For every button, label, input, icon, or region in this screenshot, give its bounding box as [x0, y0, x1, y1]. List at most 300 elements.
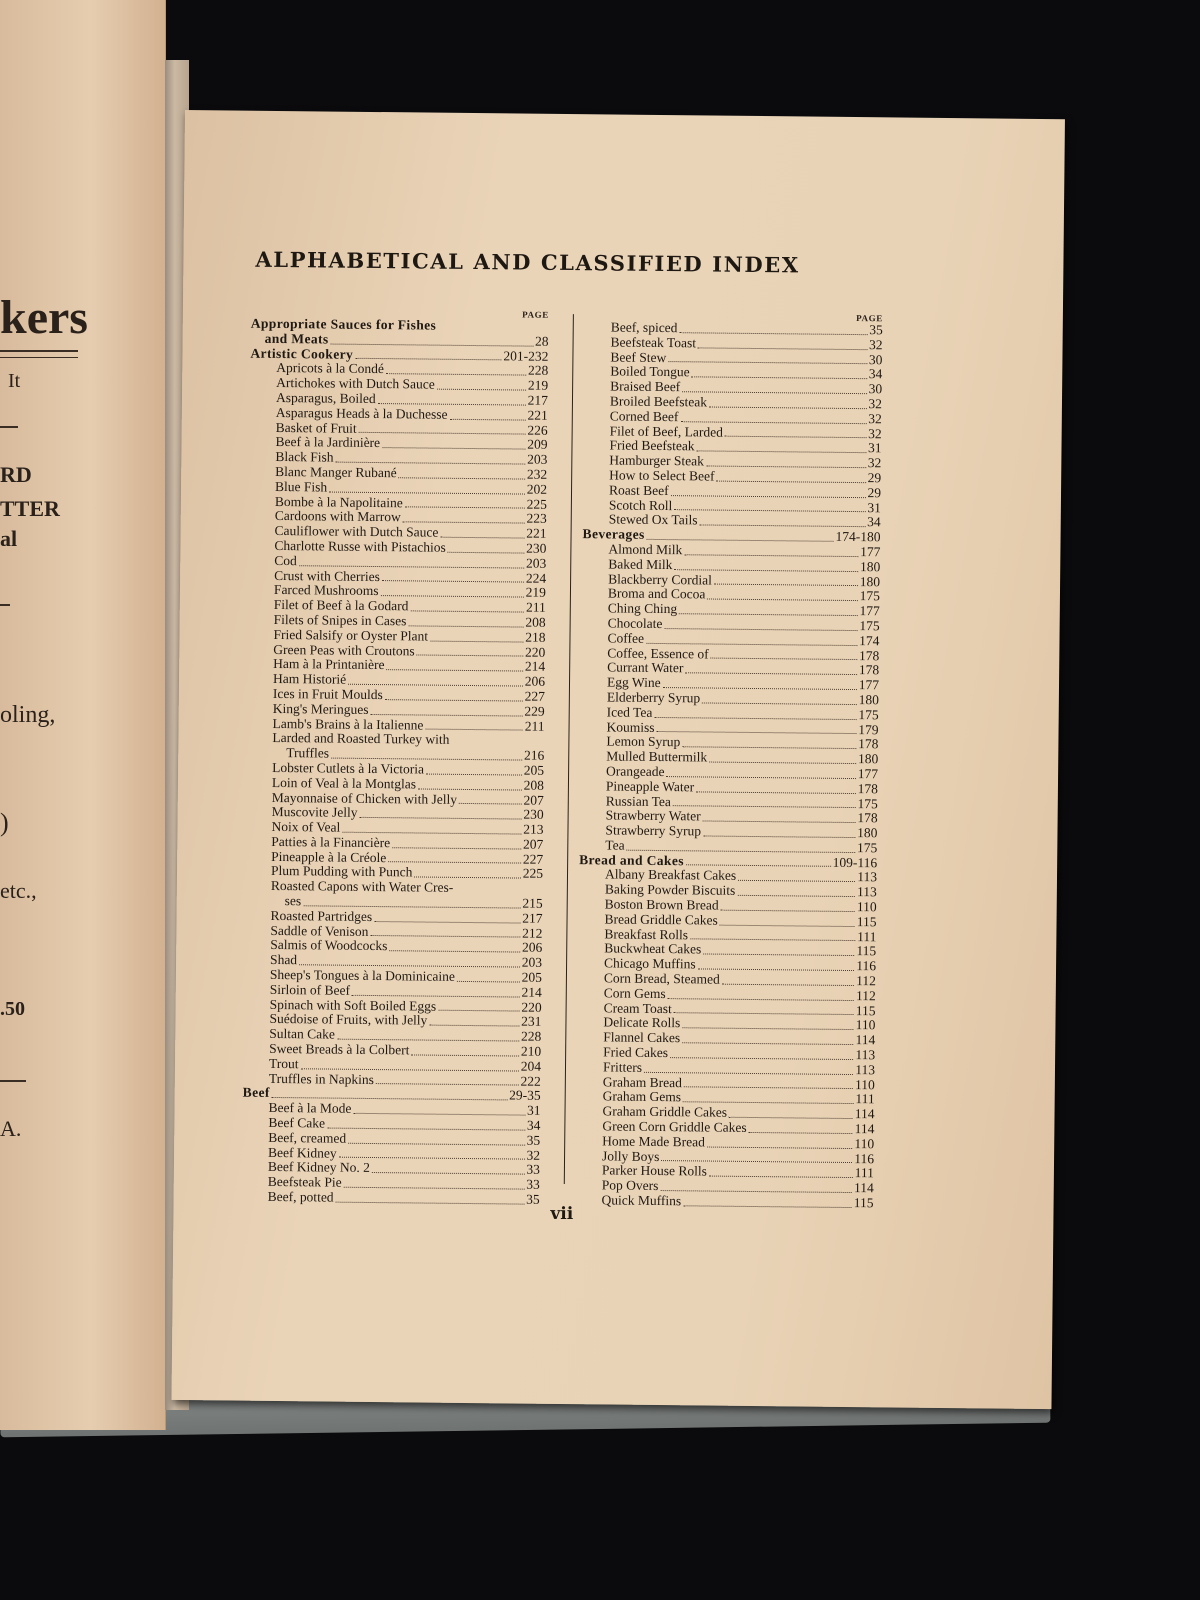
entry-name: Hamburger Steak: [609, 452, 705, 469]
entry-name: Mayonnaise of Chicken with Jelly: [271, 789, 458, 807]
leader-dots: [386, 373, 526, 375]
entry-name: Graham Bread: [602, 1074, 683, 1090]
entry-page: 223: [526, 510, 547, 527]
leader-dots: [668, 998, 854, 1001]
left-page-fragment: .50: [0, 998, 25, 1020]
entry-name: Breakfast Rolls: [604, 926, 689, 942]
leader-dots: [682, 746, 856, 749]
entry-page: 177: [858, 677, 880, 693]
index-entry: [246, 731, 544, 764]
entry-page: 116: [854, 1150, 875, 1166]
leader-dots: [376, 1083, 519, 1085]
leader-dots: [668, 361, 867, 364]
leader-dots: [440, 537, 524, 539]
entry-page: 29-35: [509, 1087, 541, 1104]
leader-dots: [353, 1113, 525, 1116]
entry-name: Sheep's Tongues à la Dominicaine: [269, 966, 455, 984]
entry-page: 221: [527, 407, 548, 423]
entry-page: 229: [524, 703, 545, 719]
left-page-fragment: kers: [0, 291, 88, 344]
leader-dots: [667, 776, 856, 779]
leader-dots: [352, 994, 520, 997]
entry-page: 34: [526, 1117, 541, 1133]
entry-page: 209: [527, 436, 548, 453]
entry-name: Beef Cake: [268, 1114, 326, 1131]
entry-name: ses: [284, 893, 302, 909]
leader-dots: [336, 1201, 525, 1204]
leader-dots: [674, 510, 865, 513]
entry-name: Lamb's Brains à la Italienne: [272, 715, 424, 733]
entry-name: Loin of Veal à la Montglas: [271, 774, 417, 792]
entry-page: 114: [854, 1121, 875, 1137]
entry-page: 207: [523, 836, 544, 852]
entry-name: Graham Griddle Cakes: [602, 1103, 728, 1120]
entry-page: 31: [867, 499, 881, 515]
entry-name: Blue Fish: [274, 478, 328, 495]
leader-dots: [738, 880, 855, 882]
leader-dots: [714, 584, 858, 587]
entry-page: 31: [526, 1102, 541, 1119]
entry-page: 113: [857, 884, 877, 900]
entry-page: 226: [527, 422, 548, 438]
entry-page: 30: [868, 381, 883, 397]
entry-page: 111: [854, 1165, 874, 1181]
entry-page: 206: [524, 673, 546, 689]
leader-dots: [703, 821, 856, 824]
leader-dots: [457, 981, 520, 983]
entry-page: 115: [855, 1002, 876, 1018]
leader-dots: [725, 436, 866, 438]
entry-page: 31: [867, 440, 882, 456]
entry-name: Cod: [274, 552, 297, 568]
entry-name: Beef Kidney: [268, 1144, 337, 1161]
entry-name: Coffee, Essence of: [607, 644, 709, 662]
left-page-fragment: TTER: [0, 496, 60, 521]
entry-page: 178: [857, 780, 879, 796]
leader-dots: [657, 731, 857, 734]
entry-page: 221: [526, 525, 547, 541]
entry-page: 35: [869, 322, 883, 338]
entry-name: Almond Milk: [608, 541, 683, 558]
entry-page: 219: [525, 584, 547, 601]
entry-page: 179: [858, 721, 879, 737]
entry-name: Pineapple Water: [605, 778, 695, 795]
entry-name: Ham à la Printanière: [273, 656, 385, 673]
entry-name: Elderberry Syrup: [606, 689, 701, 706]
entry-page: 113: [857, 869, 878, 885]
entry-page: 214: [524, 658, 546, 675]
entry-name: Artichokes with Dutch Sauce: [276, 375, 435, 392]
entry-name: Saddle of Venison: [270, 922, 369, 939]
entry-name: Egg Wine: [606, 674, 661, 691]
entry-name: Blanc Manger Rubané: [275, 463, 397, 481]
entry-name: Roasted Capons with Water Cres-: [270, 878, 454, 896]
leader-dots: [459, 803, 522, 805]
entry-page: 212: [522, 925, 543, 941]
leader-dots: [449, 418, 525, 420]
leader-dots: [697, 451, 866, 454]
leader-dots: [417, 655, 523, 657]
entry-page: 178: [857, 810, 878, 826]
entry-page: 110: [855, 1017, 876, 1033]
leader-dots: [711, 658, 857, 661]
entry-name: Corn Gems: [603, 985, 666, 1001]
leader-dots: [654, 716, 856, 719]
entry-name: Salmis of Woodcocks: [270, 937, 388, 954]
leader-dots: [684, 1087, 853, 1090]
leader-dots: [698, 968, 855, 971]
leader-dots: [385, 699, 523, 701]
entry-name: Apricots à la Condé: [276, 360, 384, 377]
entry-name: Patties à la Financière: [271, 833, 391, 851]
left-page-fragment: oling,: [0, 702, 56, 728]
entry-page: 205: [523, 762, 545, 778]
entry-name: Buckwheat Cakes: [604, 940, 702, 957]
entry-page: 32: [869, 336, 883, 353]
index-page: [171, 110, 1064, 1409]
entry-name: Trout: [268, 1055, 299, 1072]
leader-dots: [408, 625, 523, 627]
leader-dots: [684, 554, 858, 557]
leader-dots: [381, 595, 524, 597]
leader-dots: [698, 347, 867, 350]
entry-page: 210: [520, 1043, 542, 1059]
entry-page: 32: [868, 425, 882, 441]
leader-dots: [737, 895, 855, 897]
entry-name: Koumiss: [606, 718, 655, 735]
entry-name: Plum Pudding with Punch: [270, 863, 413, 880]
entry-name: Fried Salsify or Oyster Plant: [273, 626, 429, 644]
entry-name: Ham Historié: [272, 671, 347, 687]
leader-dots: [389, 950, 520, 952]
entry-name: Suédoise of Fruits, with Jelly: [269, 1011, 428, 1029]
entry-page: 228: [520, 1028, 542, 1045]
entry-page: 177: [857, 765, 879, 782]
entry-page: 202: [526, 481, 548, 497]
entry-page: 115: [856, 943, 877, 959]
entry-name: Beef, potted: [267, 1188, 334, 1205]
index-entry: [242, 1190, 540, 1208]
entry-name: Green Corn Griddle Cakes: [602, 1118, 747, 1135]
leader-dots: [399, 477, 525, 479]
entry-name: Coffee: [607, 630, 645, 646]
entry-name: Beefsteak Toast: [610, 334, 697, 351]
entry-page: 32: [868, 410, 882, 427]
entry-page: 33: [526, 1162, 541, 1178]
leader-dots: [327, 1127, 525, 1130]
entry-name: Spinach with Soft Boiled Eggs: [269, 996, 437, 1014]
entry-name: Jolly Boys: [601, 1148, 660, 1164]
entry-name: Russian Tea: [605, 792, 672, 809]
entry-page: 180: [857, 825, 878, 841]
entry-name: Boston Brown Bread: [604, 896, 719, 913]
entry-page: 230: [523, 806, 544, 823]
left-page: [0, 0, 166, 1430]
entry-name: How to Select Beef: [609, 467, 715, 484]
leader-dots: [703, 954, 854, 957]
entry-name: Farced Mushrooms: [273, 582, 379, 599]
leader-dots: [372, 1172, 525, 1175]
entry-page: 222: [520, 1073, 541, 1089]
entry-page: 217: [527, 392, 549, 408]
entry-page: 175: [857, 795, 878, 811]
entry-name: Black Fish: [275, 449, 334, 465]
leader-dots: [696, 791, 855, 794]
entry-name: Baked Milk: [608, 556, 673, 572]
entry-page: 113: [855, 1061, 876, 1078]
entry-page: 113: [855, 1047, 876, 1063]
leader-dots: [382, 580, 524, 582]
entry-page: 28: [535, 333, 549, 349]
entry-page: 204: [520, 1058, 542, 1074]
entry-name: Iced Tea: [606, 704, 653, 720]
entry-name: Strawberry Water: [605, 807, 701, 824]
entry-name: Beef Stew: [610, 349, 667, 365]
left-page-rule: [0, 604, 10, 606]
entry-name: Cream Toast: [603, 1000, 672, 1016]
entry-page: 228: [527, 362, 549, 379]
entry-page: 203: [521, 954, 543, 971]
entry-name: Broiled Beefsteak: [609, 393, 708, 410]
entry-name: Roast Beef: [608, 482, 669, 498]
entry-page: 203: [525, 555, 547, 571]
leader-dots: [664, 628, 857, 631]
entry-name: Lobster Cutlets à la Victoria: [272, 759, 425, 777]
entry-name: Corn Bread, Steamed: [603, 970, 720, 987]
entry-page: 115: [853, 1195, 874, 1211]
entry-name: Beef Kidney No. 2: [267, 1159, 370, 1176]
entry-page: 175: [859, 588, 881, 604]
left-page-rule: [0, 350, 78, 352]
entry-page: 174: [859, 632, 880, 649]
entry-page: 114: [855, 1032, 876, 1048]
left-page-fragment: RD: [0, 462, 32, 487]
leader-dots: [392, 847, 521, 849]
entry-name: Stewed Ox Tails: [608, 511, 698, 528]
entry-page: 178: [858, 736, 879, 752]
entry-name: Sweet Breads à la Colbert: [269, 1040, 410, 1058]
entry-name: Beef à la Mode: [268, 1100, 352, 1117]
entry-name: Asparagus Heads à la Duchesse: [275, 404, 448, 422]
entry-page: 109-116: [832, 854, 878, 870]
leader-dots: [437, 389, 526, 391]
entry-page: 180: [859, 558, 881, 575]
leader-dots: [370, 935, 520, 938]
entry-name: Graham Gems: [602, 1088, 682, 1105]
leader-dots: [388, 862, 521, 864]
index-column-left: [242, 307, 549, 1208]
entry-name: Artistic Cookery: [250, 345, 354, 362]
leader-dots: [410, 610, 524, 612]
entry-name: Pineapple à la Créole: [271, 848, 387, 865]
entry-name: Larded and Roasted Turkey with: [272, 730, 450, 748]
entry-name: Truffles in Napkins: [268, 1070, 374, 1087]
leader-dots: [686, 865, 831, 868]
entry-page: 33: [526, 1176, 540, 1192]
leader-dots: [426, 773, 522, 775]
entry-name: Chicago Muffins: [604, 955, 696, 972]
entry-page: 111: [855, 1091, 875, 1107]
entry-page: 29: [867, 470, 882, 486]
leader-dots: [674, 569, 858, 572]
entry-page: 208: [525, 614, 546, 630]
entry-name: Boiled Tongue: [610, 363, 690, 380]
entry-name: Roasted Partridges: [270, 907, 373, 924]
leader-dots: [709, 761, 856, 764]
leader-dots: [674, 1013, 854, 1016]
entry-page: 180: [858, 692, 879, 708]
entry-page: 116: [856, 958, 877, 974]
entry-page: 35: [526, 1191, 540, 1207]
leader-dots: [425, 729, 522, 731]
entry-name: Bread Griddle Cakes: [604, 911, 718, 928]
entry-name: Fried Cakes: [603, 1044, 669, 1061]
leader-dots: [690, 939, 855, 942]
entry-name: Beefsteak Pie: [267, 1174, 342, 1190]
leader-dots: [706, 465, 866, 468]
entry-name: Sultan Cake: [269, 1026, 336, 1042]
leader-dots: [680, 421, 866, 424]
entry-name: Currant Water: [607, 659, 684, 676]
leader-dots: [685, 672, 856, 675]
leader-dots: [682, 391, 866, 394]
leader-dots: [359, 432, 526, 435]
left-page-rule: [0, 426, 18, 428]
entry-name: Filet of Beef à la Godard: [273, 597, 409, 614]
entry-name: Orangeade: [606, 763, 665, 779]
entry-name: Ching Ching: [607, 600, 678, 617]
entry-page: 177: [859, 603, 880, 619]
entry-page: 219: [527, 377, 549, 394]
leader-dots: [438, 1010, 519, 1012]
left-page-rule: [0, 1080, 26, 1082]
leader-dots: [378, 403, 526, 406]
leader-dots: [403, 521, 525, 523]
leader-dots: [374, 921, 520, 924]
entry-page: 34: [867, 514, 881, 530]
entry-page: 35: [526, 1132, 541, 1148]
entry-page: 213: [523, 821, 544, 837]
entry-name: Delicate Rolls: [603, 1014, 681, 1031]
entry-page: 224: [525, 570, 547, 586]
entry-page: 220: [525, 644, 546, 660]
entry-page: 218: [525, 629, 546, 645]
entry-page: 180: [859, 573, 881, 589]
entry-name: Baking Powder Biscuits: [604, 881, 736, 899]
entry-page: 32: [868, 396, 883, 412]
leader-dots: [707, 1146, 853, 1149]
leader-dots: [348, 1142, 525, 1145]
column-divider: [564, 314, 574, 1184]
entry-page: 220: [521, 999, 542, 1015]
left-page-fragment: A.: [0, 1116, 22, 1141]
leader-dots: [418, 788, 522, 790]
entry-page: 110: [854, 1135, 875, 1152]
leader-dots: [720, 924, 855, 926]
entry-name: Broma and Cocoa: [607, 585, 706, 602]
entry-name: Parker House Rolls: [601, 1162, 707, 1179]
entry-page: 216: [523, 747, 545, 763]
leader-dots: [660, 1190, 852, 1193]
entry-name: Beverages: [582, 526, 645, 542]
page-folio: vii: [550, 1203, 574, 1225]
leader-dots: [331, 343, 534, 346]
leader-dots: [359, 817, 521, 820]
leader-dots: [729, 1117, 853, 1119]
entry-page: 175: [856, 839, 878, 856]
entry-page: 227: [522, 851, 544, 867]
entry-name: Muscovite Jelly: [271, 804, 358, 821]
entry-name: Crust with Cherries: [274, 567, 380, 584]
entry-page: 111: [857, 928, 877, 944]
left-page-fragment: ): [0, 808, 9, 837]
left-page-fragment: al: [0, 526, 18, 551]
leader-dots: [386, 669, 522, 671]
leader-dots: [679, 332, 867, 335]
leader-dots: [370, 713, 522, 716]
leader-dots: [646, 642, 857, 645]
entry-page: 110: [856, 899, 877, 915]
entry-page: 211: [524, 718, 545, 734]
leader-dots: [716, 480, 865, 483]
entry-name: Chocolate: [607, 615, 663, 631]
entry-name: Flannel Cakes: [603, 1029, 681, 1046]
entry-page: 206: [521, 940, 543, 956]
leader-dots: [682, 1042, 853, 1045]
entry-name: Mulled Buttermilk: [606, 748, 708, 765]
leader-dots: [709, 406, 866, 409]
entry-name: Beef à la Jardinière: [275, 434, 381, 451]
entry-page: 112: [855, 987, 876, 1004]
entry-name: Appropriate Sauces for Fishes: [250, 315, 437, 333]
leader-dots: [414, 877, 520, 879]
entry-name: Scotch Roll: [608, 497, 673, 513]
entry-page: 29: [867, 484, 882, 501]
leader-dots: [382, 447, 525, 449]
leader-dots: [749, 1132, 853, 1134]
entry-page: 177: [860, 544, 881, 560]
entry-name: Lemon Syrup: [606, 733, 681, 750]
entry-name: Basket of Fruit: [275, 419, 357, 436]
entry-page: 30: [868, 351, 883, 367]
entry-name: Shad: [270, 952, 298, 968]
leader-dots: [344, 1187, 525, 1190]
index-entry: [245, 879, 543, 912]
left-page-rule: [0, 357, 78, 358]
index-title: ALPHABETICAL AND CLASSIFIED INDEX: [255, 246, 800, 278]
leader-dots: [329, 491, 525, 494]
leader-dots: [671, 495, 866, 498]
entry-name: Fritters: [602, 1059, 643, 1075]
leader-dots: [699, 525, 865, 528]
entry-name: Cardoons with Marrow: [274, 508, 401, 525]
entry-name: Albany Breakfast Cakes: [604, 866, 737, 884]
entry-page: 211: [525, 599, 546, 615]
entry-name: Braised Beef: [610, 378, 681, 395]
leader-dots: [702, 702, 856, 705]
page-column-header: PAGE: [522, 309, 549, 320]
entry-name: Asparagus, Boiled: [275, 389, 376, 406]
index-entry: [243, 1071, 541, 1089]
index-column-right: [576, 310, 883, 1211]
leader-dots: [692, 377, 867, 380]
entry-page: 227: [524, 688, 545, 704]
leader-dots: [430, 640, 523, 642]
entry-page: 231: [521, 1014, 542, 1030]
entry-name: Strawberry Syrup: [605, 822, 702, 839]
entry-name: Noix of Veal: [271, 819, 341, 835]
entry-page: 207: [523, 792, 544, 808]
